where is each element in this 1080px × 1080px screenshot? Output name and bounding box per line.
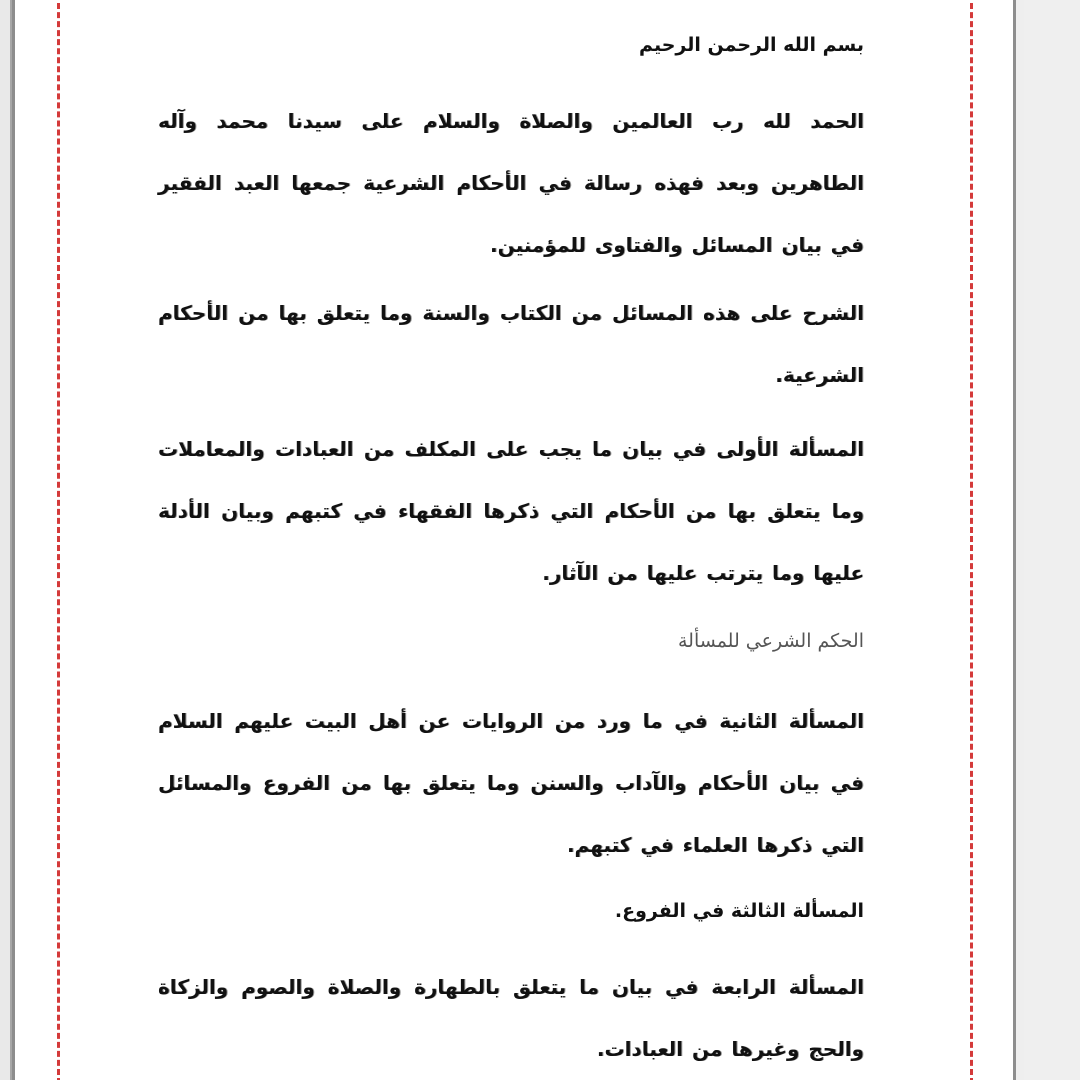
paragraph-6: المسألة الرابعة في بيان ما يتعلق بالطهارة والصلاة والصوم والزكاة والحج وغيرها من العبادات.	[158, 975, 864, 1061]
paragraph-4: المسألة الثانية في ما ورد من الروايات عن أهل البيت عليهم السلام في بيان الأحكام والآداب والسنن وما يتعلق بها من الفروع والمسائل التي ذكرها العلماء في كتبهم.	[158, 709, 864, 857]
section-heading: الحكم الشرعي للمسألة	[677, 630, 864, 652]
paragraph-3: المسألة الأولى في بيان ما يجب على المكلف من العبادات والمعاملات وما يتعلق بها من الأحكام التي ذكرها الفقهاء في كتبهم وبيان الأدلة عليها وما يترتب عليها من الآثار.	[158, 437, 864, 585]
basmala-line: بسم الله الرحمن الرحيم	[639, 34, 864, 56]
left-window-edge	[0, 0, 12, 1080]
paragraph-2: الشرح على هذه المسائل من الكتاب والسنة وما يتعلق بها من الأحكام الشرعية.	[158, 301, 864, 387]
vertical-scrollbar-track[interactable]	[1024, 0, 1080, 1080]
paragraph-1: الحمد لله رب العالمين والصلاة والسلام على سيدنا محمد وآله الطاهرين وبعد فهذه رسالة في الأحكام الشرعية جمعها العبد الفقير في بيان المسائل والفتاوى للمؤمنين.	[158, 109, 864, 257]
paragraph-5: المسألة الثالثة في الفروع.	[614, 900, 864, 922]
